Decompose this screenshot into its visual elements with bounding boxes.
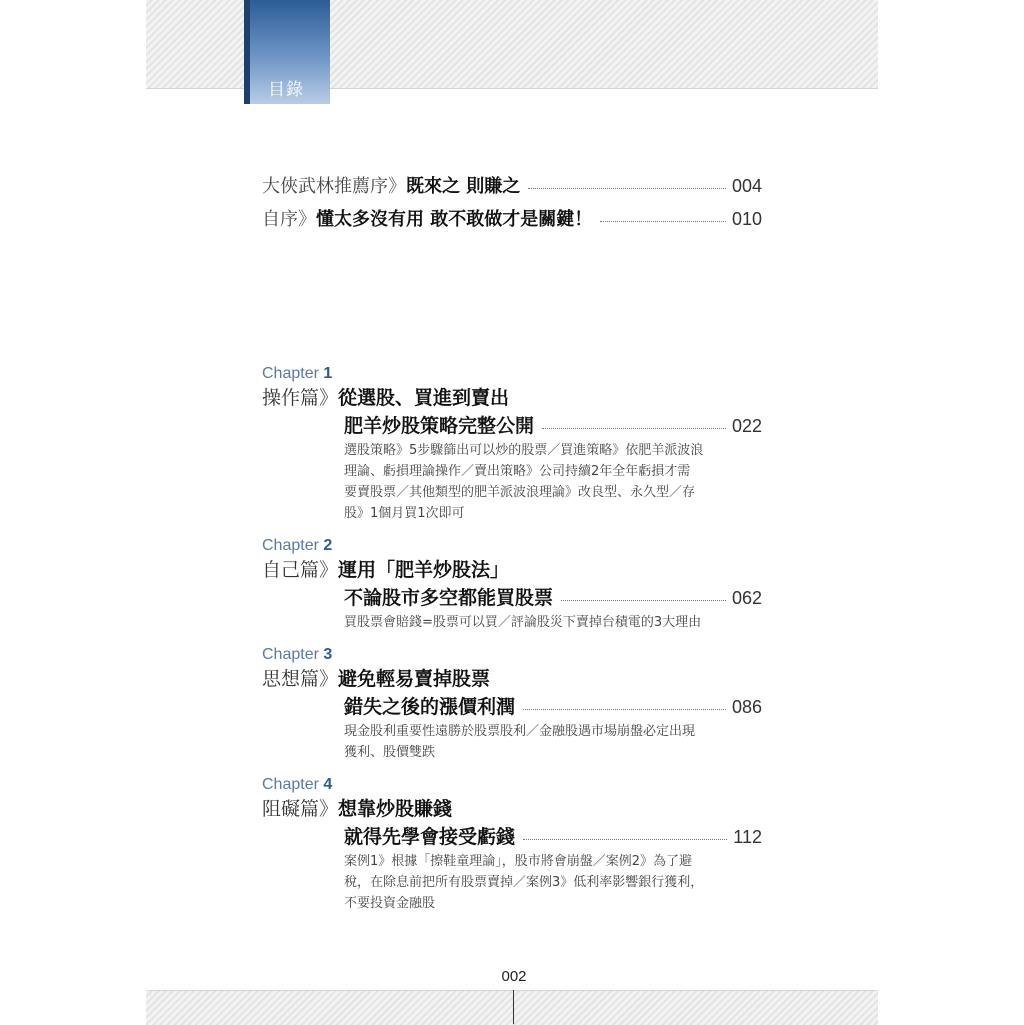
chapter-title: 從選股、買進到賣出 <box>338 387 510 409</box>
chapter-title-line2 <box>262 823 762 851</box>
chapter-entry <box>262 775 762 914</box>
book-page <box>146 0 878 1024</box>
dot-leader <box>523 839 727 840</box>
page-number: 002 <box>501 968 527 985</box>
chapter-word: Chapter <box>262 646 319 663</box>
chapter-label <box>262 536 762 556</box>
preface-prefix: 自序》 <box>262 209 316 230</box>
chapter-number: 2 <box>323 537 333 554</box>
chapter-description: 現金股利重要性遠勝於股票股利／金融股遇市場崩盤必定出現 獲利、股價雙跌 <box>344 724 696 760</box>
folio-divider <box>513 990 514 1024</box>
chapter-word: Chapter <box>262 776 319 793</box>
chapter-number: 1 <box>323 365 333 382</box>
preface-prefix: 大俠武林推薦序》 <box>262 176 406 197</box>
chapter-label <box>262 364 762 384</box>
chapter-description: 案例1》根據「擦鞋童理論」，股市將會崩盤／案例2》為了避 稅，在除息前把所有股票賣掉／案例3》低利率影響銀行獲利， 不要投資金融股 <box>344 854 704 911</box>
chapter-word: Chapter <box>262 537 319 554</box>
chapter-title-line1 <box>262 556 762 584</box>
preface-entry <box>262 172 762 200</box>
chapter-part: 阻礙篇》 <box>262 798 339 820</box>
chapter-label <box>262 775 762 795</box>
chapter-title: 運用「肥羊炒股法」 <box>338 559 510 581</box>
chapter-number: 3 <box>323 646 333 663</box>
chapter-number: 4 <box>323 776 333 793</box>
chapter-title: 想靠炒股賺錢 <box>338 798 453 820</box>
chapter-title-line1 <box>262 795 762 823</box>
preface-page: 004 <box>731 176 762 196</box>
chapter-page: 022 <box>731 416 762 436</box>
toc-tab <box>244 0 330 104</box>
dot-leader <box>542 428 726 429</box>
dot-leader <box>523 709 726 710</box>
chapter-description: 買股票會賠錢=股票可以買／評論股災下賣掉台積電的3大理由 <box>344 615 702 630</box>
chapter-title-line2 <box>262 584 762 612</box>
chapter-title-line1 <box>262 665 762 693</box>
chapter-page: 086 <box>731 697 762 717</box>
chapter-subtitle: 錯失之後的漲價利潤 <box>344 696 516 718</box>
chapter-title: 避免輕易賣掉股票 <box>338 668 491 690</box>
preface-page: 010 <box>731 209 762 229</box>
chapter-subtitle: 就得先學會接受虧錢 <box>344 826 516 848</box>
chapter-entry <box>262 536 762 633</box>
footer-stripe <box>146 990 878 1025</box>
dot-leader <box>528 188 726 189</box>
toc-tab-label: 目錄 <box>268 80 304 100</box>
chapter-part: 思想篇》 <box>262 668 339 690</box>
chapter-entry <box>262 364 762 524</box>
chapter-word: Chapter <box>262 365 319 382</box>
chapter-title-line2 <box>262 693 762 721</box>
preface-entry <box>262 205 762 233</box>
chapter-title-line1 <box>262 384 762 412</box>
chapter-entry <box>262 645 762 763</box>
preface-title: 懂太多沒有用 敢不敢做才是關鍵！ <box>316 209 593 230</box>
chapter-part: 自己篇》 <box>262 559 339 581</box>
chapter-page: 062 <box>731 588 762 608</box>
chapter-label <box>262 645 762 665</box>
chapter-description: 選股策略》5步驟篩出可以炒的股票／買進策略》依肥羊派波浪 理論、虧損理論操作／賣出策略》公司持續2年全年虧損才需 要賣股票／其他類型的肥羊派波浪理論》改良型、永久型／存 股》1個月買1次即可 <box>344 443 704 521</box>
chapter-subtitle: 肥羊炒股策略完整公開 <box>344 415 535 437</box>
preface-title: 既來之 則賺之 <box>406 176 521 197</box>
dot-leader <box>600 221 726 222</box>
dot-leader <box>561 600 726 601</box>
chapter-part: 操作篇》 <box>262 387 339 409</box>
chapter-subtitle: 不論股市多空都能買股票 <box>344 587 554 609</box>
chapter-title-line2 <box>262 412 762 440</box>
chapter-page: 112 <box>733 827 762 847</box>
